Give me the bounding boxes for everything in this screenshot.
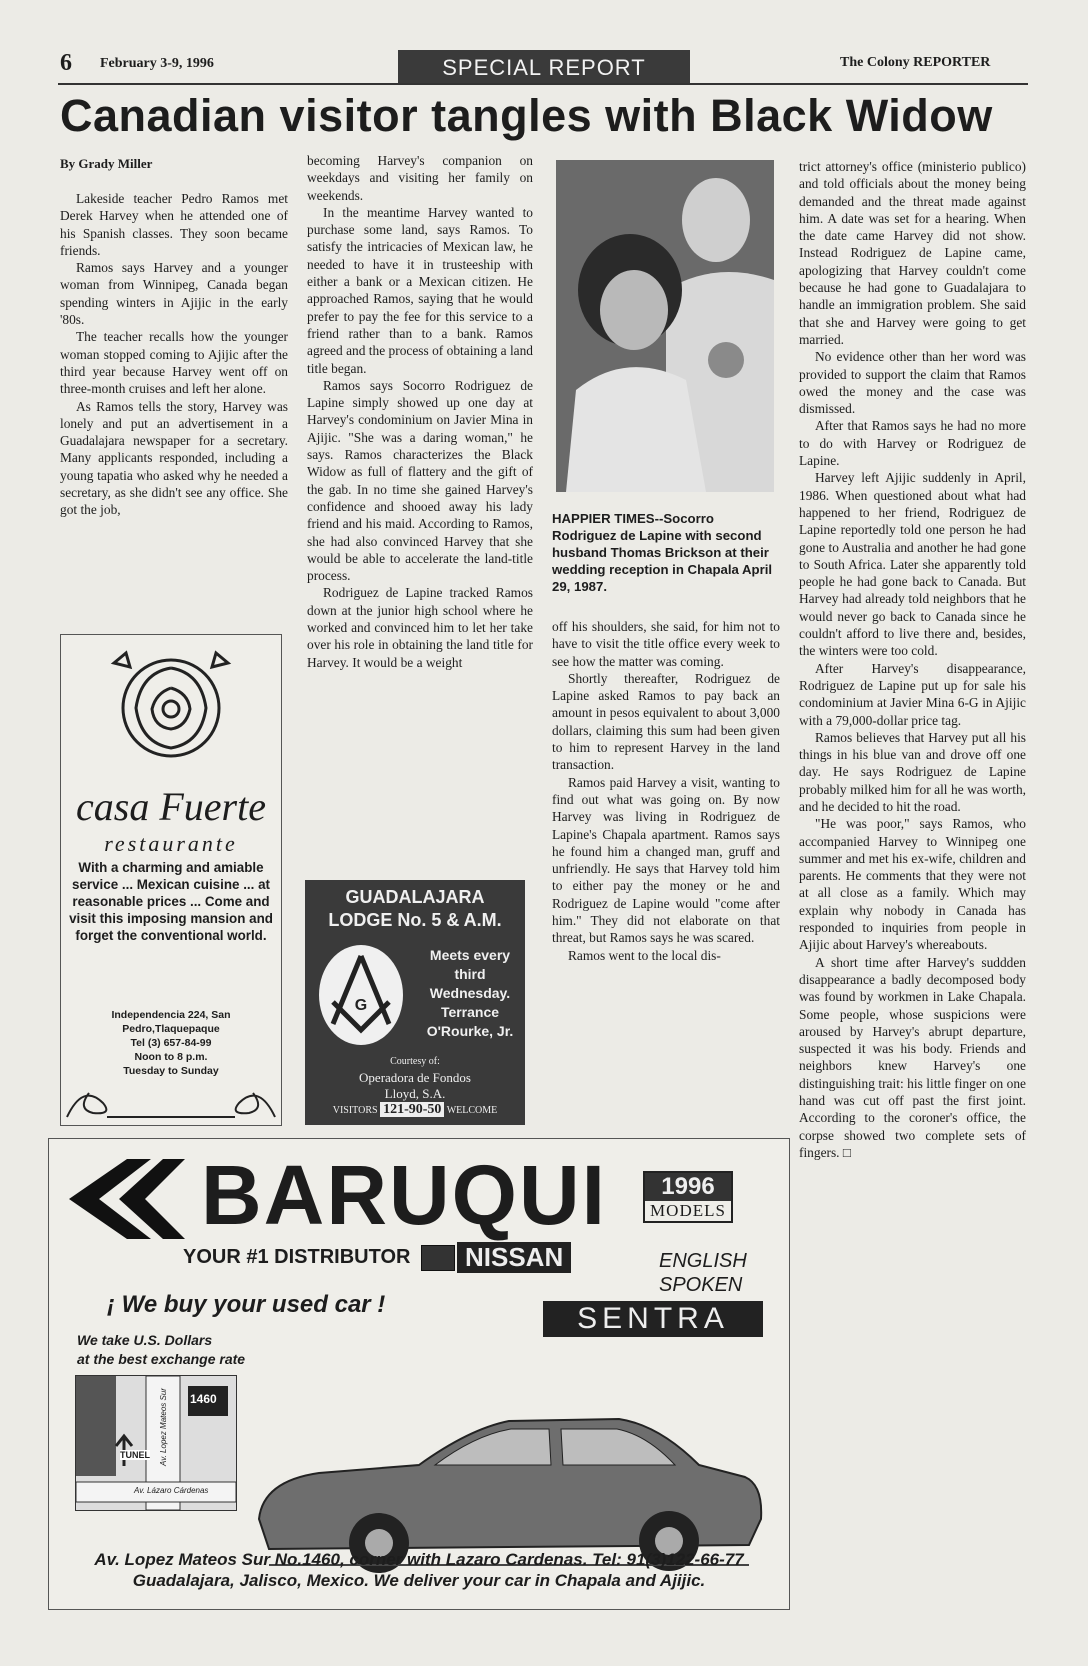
buy-used-car-slogan: ¡ We buy your used car ! [107, 1291, 386, 1318]
spoken-label: SPOKEN [659, 1274, 743, 1296]
paragraph: Ramos paid Harvey a visit, wanting to find out what was going on. By now Harvey was living in Rodriguez de Lapine's Chapala apartment. Ramos says he found him a changed man, gruff and unfriendly. He says that Harvey told him to either pay the money or he and Rodriguez de Lapine would "come after him." They did not elaborate on that threat, but Ramos says he was scared. [552, 774, 780, 946]
paragraph: Lakeside teacher Pedro Ramos met Derek Harvey when he attended one of his Spanish classes. They soon became friends. [60, 191, 288, 258]
location-map [75, 1375, 237, 1511]
rose-logo-icon [106, 643, 236, 773]
paragraph: Ramos believes that Harvey put all his things in his blue van and drove off one day. He says Rodriguez de Lapine probably milked him for all he was worth, and he decided to hit the road. [799, 729, 1026, 814]
brand-name: NISSAN [457, 1242, 571, 1273]
paragraph: After Harvey's disappearance, Rodriguez de Lapine put up for sale his condominium at Javier Mina 6-G in Ajijic with a 79,000-dollar price tag. [799, 660, 1026, 728]
article-column-3 [552, 618, 780, 964]
paragraph: Ramos went to the local dis- [568, 947, 721, 963]
distributor-tagline: YOUR #1 DISTRIBUTOR [183, 1246, 411, 1268]
restaurant-hours: Noon to 8 p.m. [134, 1051, 208, 1063]
section-banner: SPECIAL REPORT [398, 50, 690, 84]
model-name: SENTRA [543, 1301, 763, 1337]
paragraph: becoming Harvey's companion on weekdays and visiting her family on weekends. [307, 153, 533, 203]
photo-caption: HAPPIER TIMES--Socorro Rodriguez de Lapine with second husband Thomas Brickson at their wedding reception in Chapala April 29, 1987. [552, 511, 773, 594]
model-year: 1996 [645, 1173, 731, 1201]
headline: Canadian visitor tangles with Black Widow [60, 90, 993, 141]
language-note [659, 1249, 747, 1297]
dealer-name: BARUQUI [201, 1148, 607, 1242]
paragraph: No evidence other than her word was provided to support the claim that Ramos owed the money and the case was dismissed. [799, 349, 1026, 417]
lodge-phone-line [305, 1102, 525, 1118]
article-column-4 [799, 158, 1026, 1161]
welcome-label: WELCOME [446, 1105, 498, 1116]
map-tunnel-label: TUNEL [120, 1450, 150, 1460]
paragraph: Rodriguez de Lapine tracked Ramos down at the junior high school where he worked and convinced him to let her take over his role in obtaining the land title for Harvey. It would be a weight [307, 585, 533, 670]
paragraph: After that Ramos says he had no more to do with Harvey or Rodriguez de Lapine. [799, 418, 1026, 469]
ornament-icon [63, 1063, 279, 1121]
restaurant-address: Independencia 224, San Pedro,Tlaquepaque [111, 1009, 231, 1035]
sentra-car-illustration [249, 1369, 769, 1579]
byline: By Grady Miller [60, 156, 153, 171]
header-rule [58, 83, 1028, 85]
restaurant-days: Tuesday to Sunday [123, 1065, 219, 1077]
english-label: ENGLISH [659, 1250, 747, 1272]
baruqui-nissan-ad [48, 1138, 790, 1610]
paragraph: In the meantime Harvey wanted to purchase some land, says Ramos. To satisfy the intricacies of Mexican law, he needed to have it in trusteeship with either a bank or a Mexican citizen. He approached Ramos, saying that he would prefer to pay the fee for this service to a friend rather than to a bank. Ramos agreed and the process of obtaining a land title began. [307, 204, 533, 376]
map-cross-street-label: Av. Lázaro Cárdenas [134, 1486, 209, 1495]
restaurant-subtitle: restaurante [104, 831, 238, 856]
models-badge [643, 1171, 733, 1223]
paragraph: A short time after Harvey's suddden disappearance a badly decomposed body was found by workmen in Lake Chapala. Some people, whose suspicions were aroused by Harvey's abrupt departure, suspected it was his body. Friends and neighbors knew Harvey's one distinguishing trait: his little finger on one hand was cut off past the first joint. According to the coroner's office, the corpse showed two complete sets of fingers. □ [799, 954, 1026, 1160]
courtesy-label: Courtesy of: [390, 1056, 440, 1067]
map-number: 1460 [190, 1392, 217, 1406]
lodge-title-line: LODGE No. 5 & A.M. [328, 910, 502, 930]
lodge-sponsor [305, 1054, 525, 1102]
models-label: MODELS [650, 1201, 726, 1220]
article-column-1 [60, 190, 288, 519]
dollars-line: We take U.S. Dollars [77, 1332, 213, 1348]
restaurant-phone: Tel (3) 657-84-99 [130, 1037, 212, 1049]
square-and-compass-icon [313, 940, 409, 1050]
paragraph: off his shoulders, she said, for him not to have to visit the title office every week to see how the matter was coming. [552, 619, 780, 669]
paragraph: Shortly thereafter, Rodriguez de Lapine asked Ramos to pay back an amount in pesos equivalent to about 3,000 dollars, claiming this sum had been given to him to represent Harvey in the land transaction. [552, 670, 780, 773]
address-line: Guadalajara, Jalisco, Mexico. We deliver your car in Chapala and Ajijic. [132, 1571, 706, 1590]
paragraph: trict attorney's office (ministerio publico) and told officials about the money being demanded and the threat made against him. A date was set for a hearing. When the date came Harvey did not show. Instead Rodriguez de Lapine came, apologizing that Harvey couldn't come because he had gone to Guadalajara to handle an immigration problem. She said that she and Harvey were going to get married. [799, 159, 1026, 347]
wedding-photo [556, 160, 774, 492]
casa-fuerte-ad [60, 634, 282, 1126]
visitors-label: VISITORS [332, 1105, 378, 1116]
dealer-address [49, 1549, 789, 1591]
paragraph: "He was poor," says Ramos, who accompanied Harvey to Winnipeg one summer and met his ex-wife, children and parents. He comments that they were not at all close as a family. Which may explain why nobody in Canada has responded to inquiries from people in Ajijic about Harvey's whereabouts. [799, 816, 1026, 953]
newspaper-name: The Colony REPORTER [840, 55, 991, 70]
masonic-lodge-ad [305, 880, 525, 1125]
paragraph: Ramos says Socorro Rodriguez de Lapine simply showed up one day at Harvey's condominium on Javier Mina in Ajijic. "She was a daring woman," he says. Ramos characterizes the Black Widow as full of flattery and the gift of the gab. In no time she gained Harvey's confidence and shooed away his lady friend and his maid. According to Ramos, she had also convinced Harvey that she would be able to accelerate the land-title process. [307, 377, 533, 584]
lodge-meeting-info: Meets every third Wednesday. Terrance O'Rourke, Jr. [426, 947, 514, 1039]
restaurant-name: casa Fuerte [76, 784, 266, 829]
dollars-line: at the best exchange rate [77, 1351, 246, 1367]
dollars-note [77, 1331, 245, 1369]
paragraph: Harvey left Ajijic suddenly in April, 1986. When questioned about what had happened to her friend, Rodriguez de Lapine reportedly told one person he had gone to Australia and another he had gone to South Africa. Later she apparently told people he had gone back to Canada. But Harvey had already told neighbors that he would never go back to Canada since he couldn't afford to live there and, besides, the winters were too cold. [799, 470, 1026, 659]
sponsor-name: Lloyd, S.A. [384, 1086, 446, 1101]
restaurant-description: With a charming and amiable service ... Mexican cuisine ... at reasonable prices ... Come and visit this imposing mansion and forget the conventional world. [69, 860, 273, 943]
paragraph: As Ramos tells the story, Harvey was lonely and put an advertisement in a Guadalajara newspaper for a secretary. Many applicants responded, including a young tapatia who asked why he needed a secretary, as she didn't see any office. She got the job, [60, 398, 288, 518]
svg-text:G: G [354, 997, 368, 1014]
page-number: 6 [60, 50, 72, 76]
paragraph: Ramos says Harvey and a younger woman from Winnipeg, Canada began spending winters in Ajijic in the early '80s. [60, 260, 288, 328]
article-column-2 [307, 152, 533, 671]
lodge-title [305, 886, 525, 932]
lodge-title-line: GUADALAJARA [345, 887, 485, 907]
lodge-phone: 121-90-50 [380, 1102, 444, 1117]
issue-date: February 3-9, 1996 [100, 56, 214, 71]
nissan-logo-icon [421, 1245, 455, 1271]
address-line: Av. Lopez Mateos Sur No.1460, corner with Lazaro Cardenas. Tel: 91(3)122-66-77 [94, 1550, 744, 1569]
paragraph: The teacher recalls how the younger woman stopped coming to Ajijic after the third year because Harvey went off on three-month cruises and left her alone. [60, 329, 288, 397]
baruqui-chevron-logo-icon [67, 1157, 187, 1241]
map-street-label: Av. Lopez Mateos Sur [159, 1388, 168, 1466]
sponsor-name: Operadora de Fondos [359, 1070, 471, 1085]
